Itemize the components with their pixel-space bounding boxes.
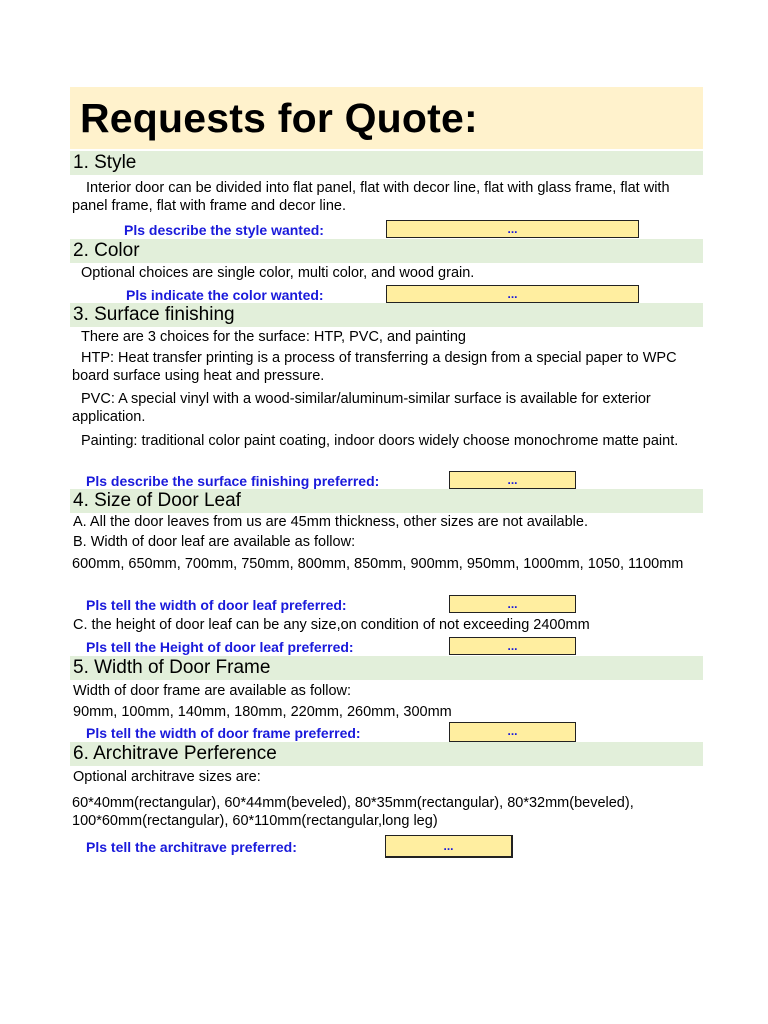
leaf-height-input[interactable]: ... bbox=[449, 637, 576, 655]
architrave-line-1: Optional architrave sizes are: bbox=[73, 769, 261, 785]
leaf-width-prompt: Pls tell the width of door leaf preferred: bbox=[86, 597, 347, 613]
surface-line-1: There are 3 choices for the surface: HTP, PVC, and painting bbox=[81, 329, 466, 345]
page-title: Requests for Quote: bbox=[80, 95, 478, 141]
frame-prompt: Pls tell the width of door frame preferred: bbox=[86, 725, 361, 741]
style-input[interactable]: ... bbox=[386, 220, 639, 238]
section-surface-heading: 3. Surface finishing bbox=[73, 304, 235, 325]
surface-line-painting: Painting: traditional color paint coating, indoor doors widely choose monochrome matte paint. bbox=[81, 433, 679, 449]
architrave-sizes: 60*40mm(rectangular), 60*44mm(beveled), 80*35mm(rectangular), 80*32mm(beveled), 100*60mm(rectangular), 60*110mm(rectangular,long leg) bbox=[72, 795, 634, 829]
frame-line-2: 90mm, 100mm, 140mm, 180mm, 220mm, 260mm, 300mm bbox=[73, 704, 452, 720]
frame-line-1: Width of door frame are available as follow: bbox=[73, 683, 352, 699]
color-input[interactable]: ... bbox=[386, 285, 639, 303]
section-color-heading: 2. Color bbox=[73, 240, 140, 261]
section-style-heading: 1. Style bbox=[73, 152, 137, 173]
section-architrave-heading: 6. Architrave Perference bbox=[73, 743, 277, 764]
section-color-band bbox=[70, 239, 703, 263]
style-prompt: Pls describe the style wanted: bbox=[124, 222, 324, 238]
surface-prompt: Pls describe the surface finishing preferred: bbox=[86, 473, 380, 489]
style-description: Interior door can be divided into flat panel, flat with decor line, flat with glass frame, flat with panel frame, flat with frame and decor line. bbox=[72, 180, 670, 214]
surface-line-htp: HTP: Heat transfer printing is a process of transferring a design from a special paper to WPC board surface using heat and pressure. bbox=[72, 350, 677, 384]
surface-input[interactable]: ... bbox=[449, 471, 576, 489]
architrave-prompt: Pls tell the architrave preferred: bbox=[86, 839, 297, 855]
leaf-line-a: A. All the door leaves from us are 45mm thickness, other sizes are not available. bbox=[73, 514, 588, 530]
surface-line-pvc: PVC: A special vinyl with a wood-similar/aluminum-similar surface is available for exterior application. bbox=[72, 391, 651, 425]
section-frame-heading: 5. Width of Door Frame bbox=[73, 657, 271, 678]
leaf-line-c: C. the height of door leaf can be any size,on condition of not exceeding 2400mm bbox=[73, 617, 590, 633]
section-leaf-heading: 4. Size of Door Leaf bbox=[73, 490, 241, 511]
color-prompt: Pls indicate the color wanted: bbox=[126, 287, 324, 303]
leaf-widths: 600mm, 650mm, 700mm, 750mm, 800mm, 850mm, 900mm, 950mm, 1000mm, 1050, 1100mm bbox=[72, 556, 684, 572]
section-style-band bbox=[70, 151, 703, 175]
leaf-height-prompt: Pls tell the Height of door leaf preferred: bbox=[86, 639, 354, 655]
frame-input[interactable]: ... bbox=[449, 722, 576, 742]
leaf-line-b: B. Width of door leaf are available as follow: bbox=[73, 534, 356, 550]
color-description: Optional choices are single color, multi color, and wood grain. bbox=[81, 265, 475, 281]
architrave-input[interactable]: ... bbox=[385, 835, 513, 858]
leaf-width-input[interactable]: ... bbox=[449, 595, 576, 613]
